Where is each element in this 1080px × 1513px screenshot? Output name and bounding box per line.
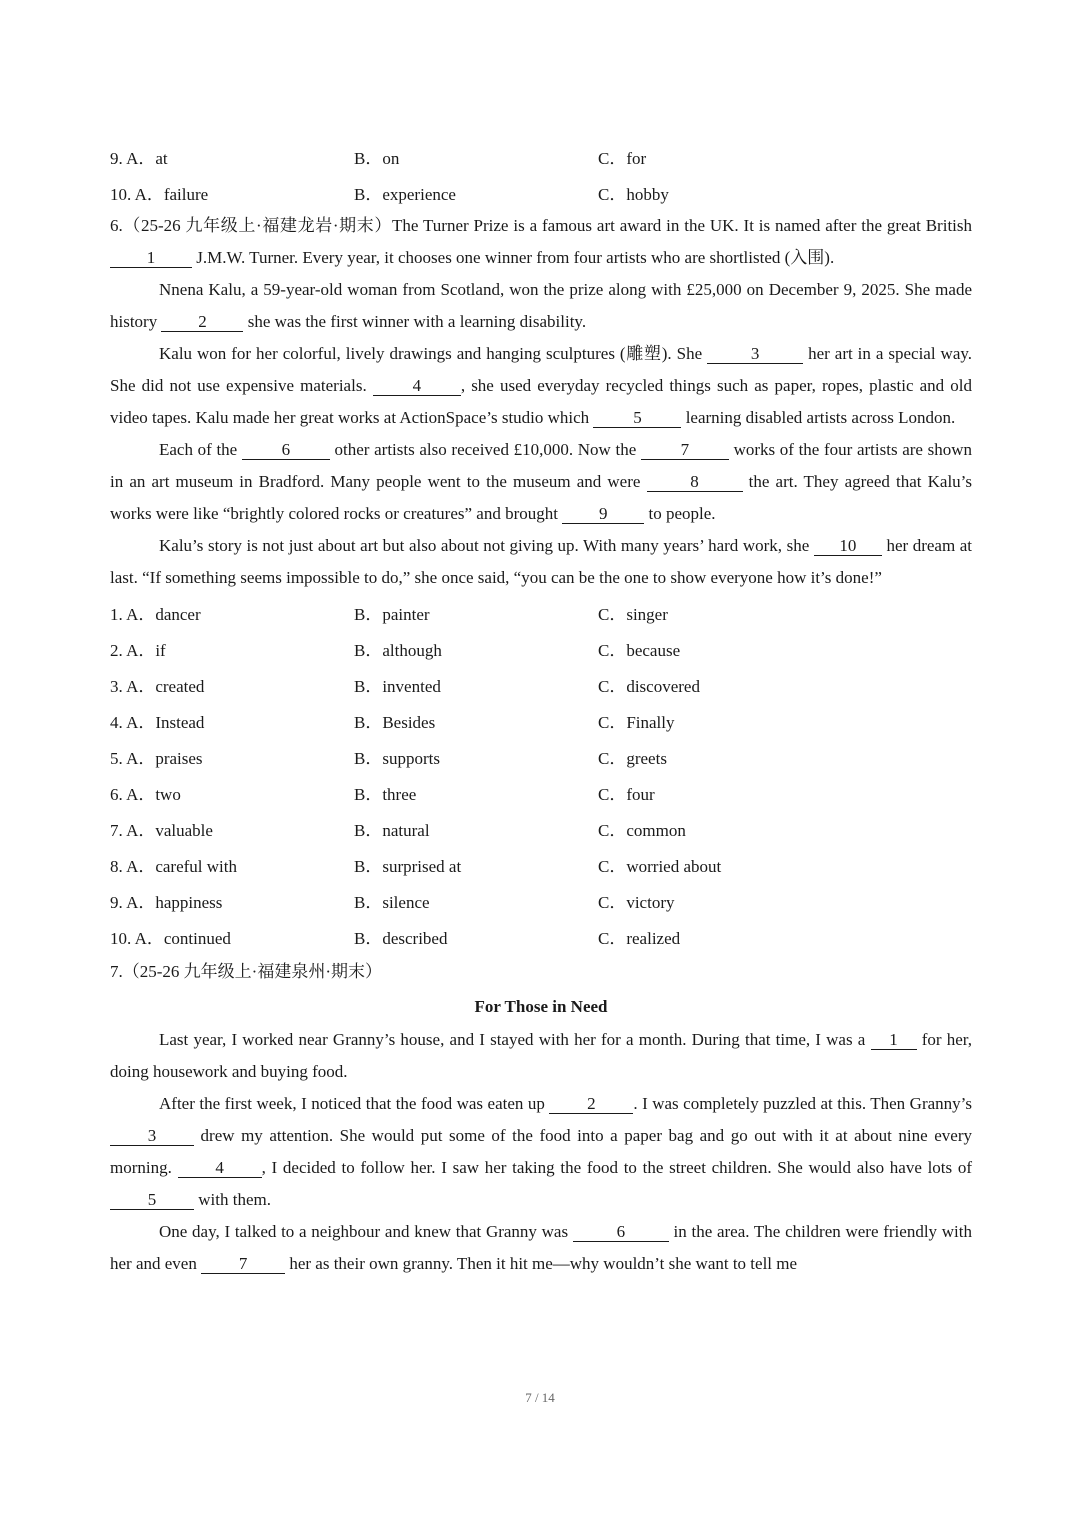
option-c[interactable]: C．because [598, 640, 681, 660]
option-b: B．on [354, 148, 400, 168]
blank-10[interactable]: 10 [814, 537, 882, 556]
option-a[interactable]: A．praises [126, 748, 203, 768]
option-row: 1. A．dancer B．painter C．singer [110, 594, 972, 630]
option-b[interactable]: B．invented [354, 676, 441, 696]
blank-3[interactable]: 3 [110, 1127, 194, 1146]
blank-4[interactable]: 4 [178, 1159, 262, 1178]
blank-3[interactable]: 3 [707, 345, 803, 364]
option-b[interactable]: B．supports [354, 748, 440, 768]
q6-paragraph-2: Nnena Kalu, a 59-year-old woman from Scotland, won the prize along with £25,000 on December 9, 2025. She made history 2 she was the first winner with a learning disability. [110, 280, 972, 331]
option-a[interactable]: A．two [126, 784, 181, 804]
option-c[interactable]: C．greets [598, 748, 667, 768]
q6-paragraph-1: 6.（25-26 九年级上·福建龙岩·期末）The Turner Prize is a famous art award in the UK. It is named after the great British 1 J.M.W. Turner. Every year, it chooses one winner from four artists who are shortlisted (入围). [110, 216, 973, 267]
blank-4[interactable]: 4 [373, 377, 461, 396]
question-source: 7.（25-26 九年级上·福建泉州·期末） [110, 962, 382, 981]
option-c[interactable]: C．worried about [598, 856, 722, 876]
blank-2[interactable]: 2 [549, 1095, 633, 1114]
option-b[interactable]: B．painter [354, 604, 430, 624]
option-c[interactable]: C．singer [598, 604, 668, 624]
option-row: 5. A．praises B．supports C．greets [110, 738, 972, 774]
option-row: 9. A．happiness B．silence C．victory [110, 882, 972, 918]
q6-paragraph-3: Kalu won for her colorful, lively drawings and hanging sculptures (雕塑). She 3 her art in a special way. She did not use expensive materials. 4 , she used everyday recycled things such as paper, ropes, plastic and old video tapes. Kalu made her great works at ActionSpace’s studio which 5 learning disabled artists across London. [110, 344, 973, 427]
option-a[interactable]: A．valuable [126, 820, 213, 840]
question-6 [110, 210, 972, 954]
blank-1[interactable]: 1 [110, 249, 192, 268]
option-b: B．experience [354, 184, 456, 204]
option-row [110, 138, 972, 174]
option-c: C．hobby [598, 184, 669, 204]
option-row: 4. A．Instead B．Besides C．Finally [110, 702, 972, 738]
q7-paragraph-1: Last year, I worked near Granny’s house, and I stayed with her for a month. During that time, I was a 1 for her, doing housework and buying food. [110, 1030, 972, 1081]
option-a[interactable]: A．careful with [126, 856, 237, 876]
passage-title: For Those in Need [474, 997, 608, 1016]
option-b[interactable]: B．silence [354, 892, 430, 912]
q6-paragraph-4: Each of the 6 other artists also received £10,000. Now the 7 works of the four artists are shown in an art museum in Bradford. Many people went to the museum and were 8 the art. They agreed that Kalu’s works were like “brightly colored rocks or creatures” and brought 9 to people. [110, 440, 973, 523]
option-row: 2. A．if B．although C．because [110, 630, 972, 666]
q7-paragraph-3: One day, I talked to a neighbour and knew that Granny was 6 in the area. The children were friendly with her and even 7 her as their own granny. Then it hit me—why wouldn’t she want to tell me [110, 1222, 972, 1273]
q6-options [110, 594, 972, 954]
option-a: A．failure [134, 184, 209, 204]
blank-1[interactable]: 1 [871, 1031, 917, 1050]
page-number: 7 / 14 [525, 1390, 555, 1405]
option-a[interactable]: A．if [126, 640, 166, 660]
document-page [110, 138, 972, 1280]
option-row: 3. A．created B．invented C．discovered [110, 666, 972, 702]
blank-6[interactable]: 6 [573, 1223, 669, 1242]
option-c[interactable]: C．common [598, 820, 686, 840]
blank-2[interactable]: 2 [161, 313, 243, 332]
option-row [110, 174, 972, 210]
option-b[interactable]: B．natural [354, 820, 430, 840]
option-row: 8. A．careful with B．surprised at C．worried about [110, 846, 972, 882]
option-c[interactable]: C．four [598, 784, 655, 804]
blank-7[interactable]: 7 [201, 1255, 285, 1274]
blank-7[interactable]: 7 [641, 441, 729, 460]
option-row: 6. A．two B．three C．four [110, 774, 972, 810]
option-a[interactable]: A．Instead [126, 712, 205, 732]
option-c: C．for [598, 148, 647, 168]
option-row: 10. A．continued B．described C．realized [110, 918, 972, 954]
option-b[interactable]: B．three [354, 784, 417, 804]
q6-paragraph-5: Kalu’s story is not just about art but also about not giving up. With many years’ hard work, she 10 her dream at last. “If something seems impossible to do,” she once said, “you can be the one to show everyone how it’s done!” [110, 536, 973, 587]
option-a[interactable]: A．created [126, 676, 205, 696]
blank-5[interactable]: 5 [110, 1191, 194, 1210]
blank-9[interactable]: 9 [562, 505, 644, 524]
option-a[interactable]: A．happiness [126, 892, 223, 912]
option-row: 7. A．valuable B．natural C．common [110, 810, 972, 846]
prev-question-options [110, 138, 972, 210]
option-b[interactable]: B．surprised at [354, 856, 462, 876]
option-a: A．at [126, 148, 168, 168]
option-c[interactable]: C．realized [598, 928, 681, 948]
option-b[interactable]: B．described [354, 928, 448, 948]
option-number: 10. [110, 184, 132, 204]
q7-paragraph-2: After the first week, I noticed that the food was eaten up 2 . I was completely puzzled at this. Then Granny’s 3 drew my attention. She would put some of the food into a paper bag and go out with it at about nine every morning. 4 , I decided to follow her. I saw her taking the food to the street children. She would also have lots of 5 with them. [110, 1094, 973, 1209]
question-7 [110, 954, 972, 1280]
option-b[interactable]: B．Besides [354, 712, 436, 732]
option-a[interactable]: A．continued [134, 928, 231, 948]
option-number: 9. [110, 148, 123, 168]
blank-5[interactable]: 5 [593, 409, 681, 428]
option-b[interactable]: B．although [354, 640, 442, 660]
blank-6[interactable]: 6 [242, 441, 330, 460]
option-c[interactable]: C．victory [598, 892, 675, 912]
option-c[interactable]: C．Finally [598, 712, 675, 732]
option-a[interactable]: A．dancer [126, 604, 201, 624]
question-source: 6.（25-26 九年级上·福建龙岩·期末） [110, 216, 393, 235]
option-c[interactable]: C．discovered [598, 676, 700, 696]
blank-8[interactable]: 8 [647, 473, 743, 492]
